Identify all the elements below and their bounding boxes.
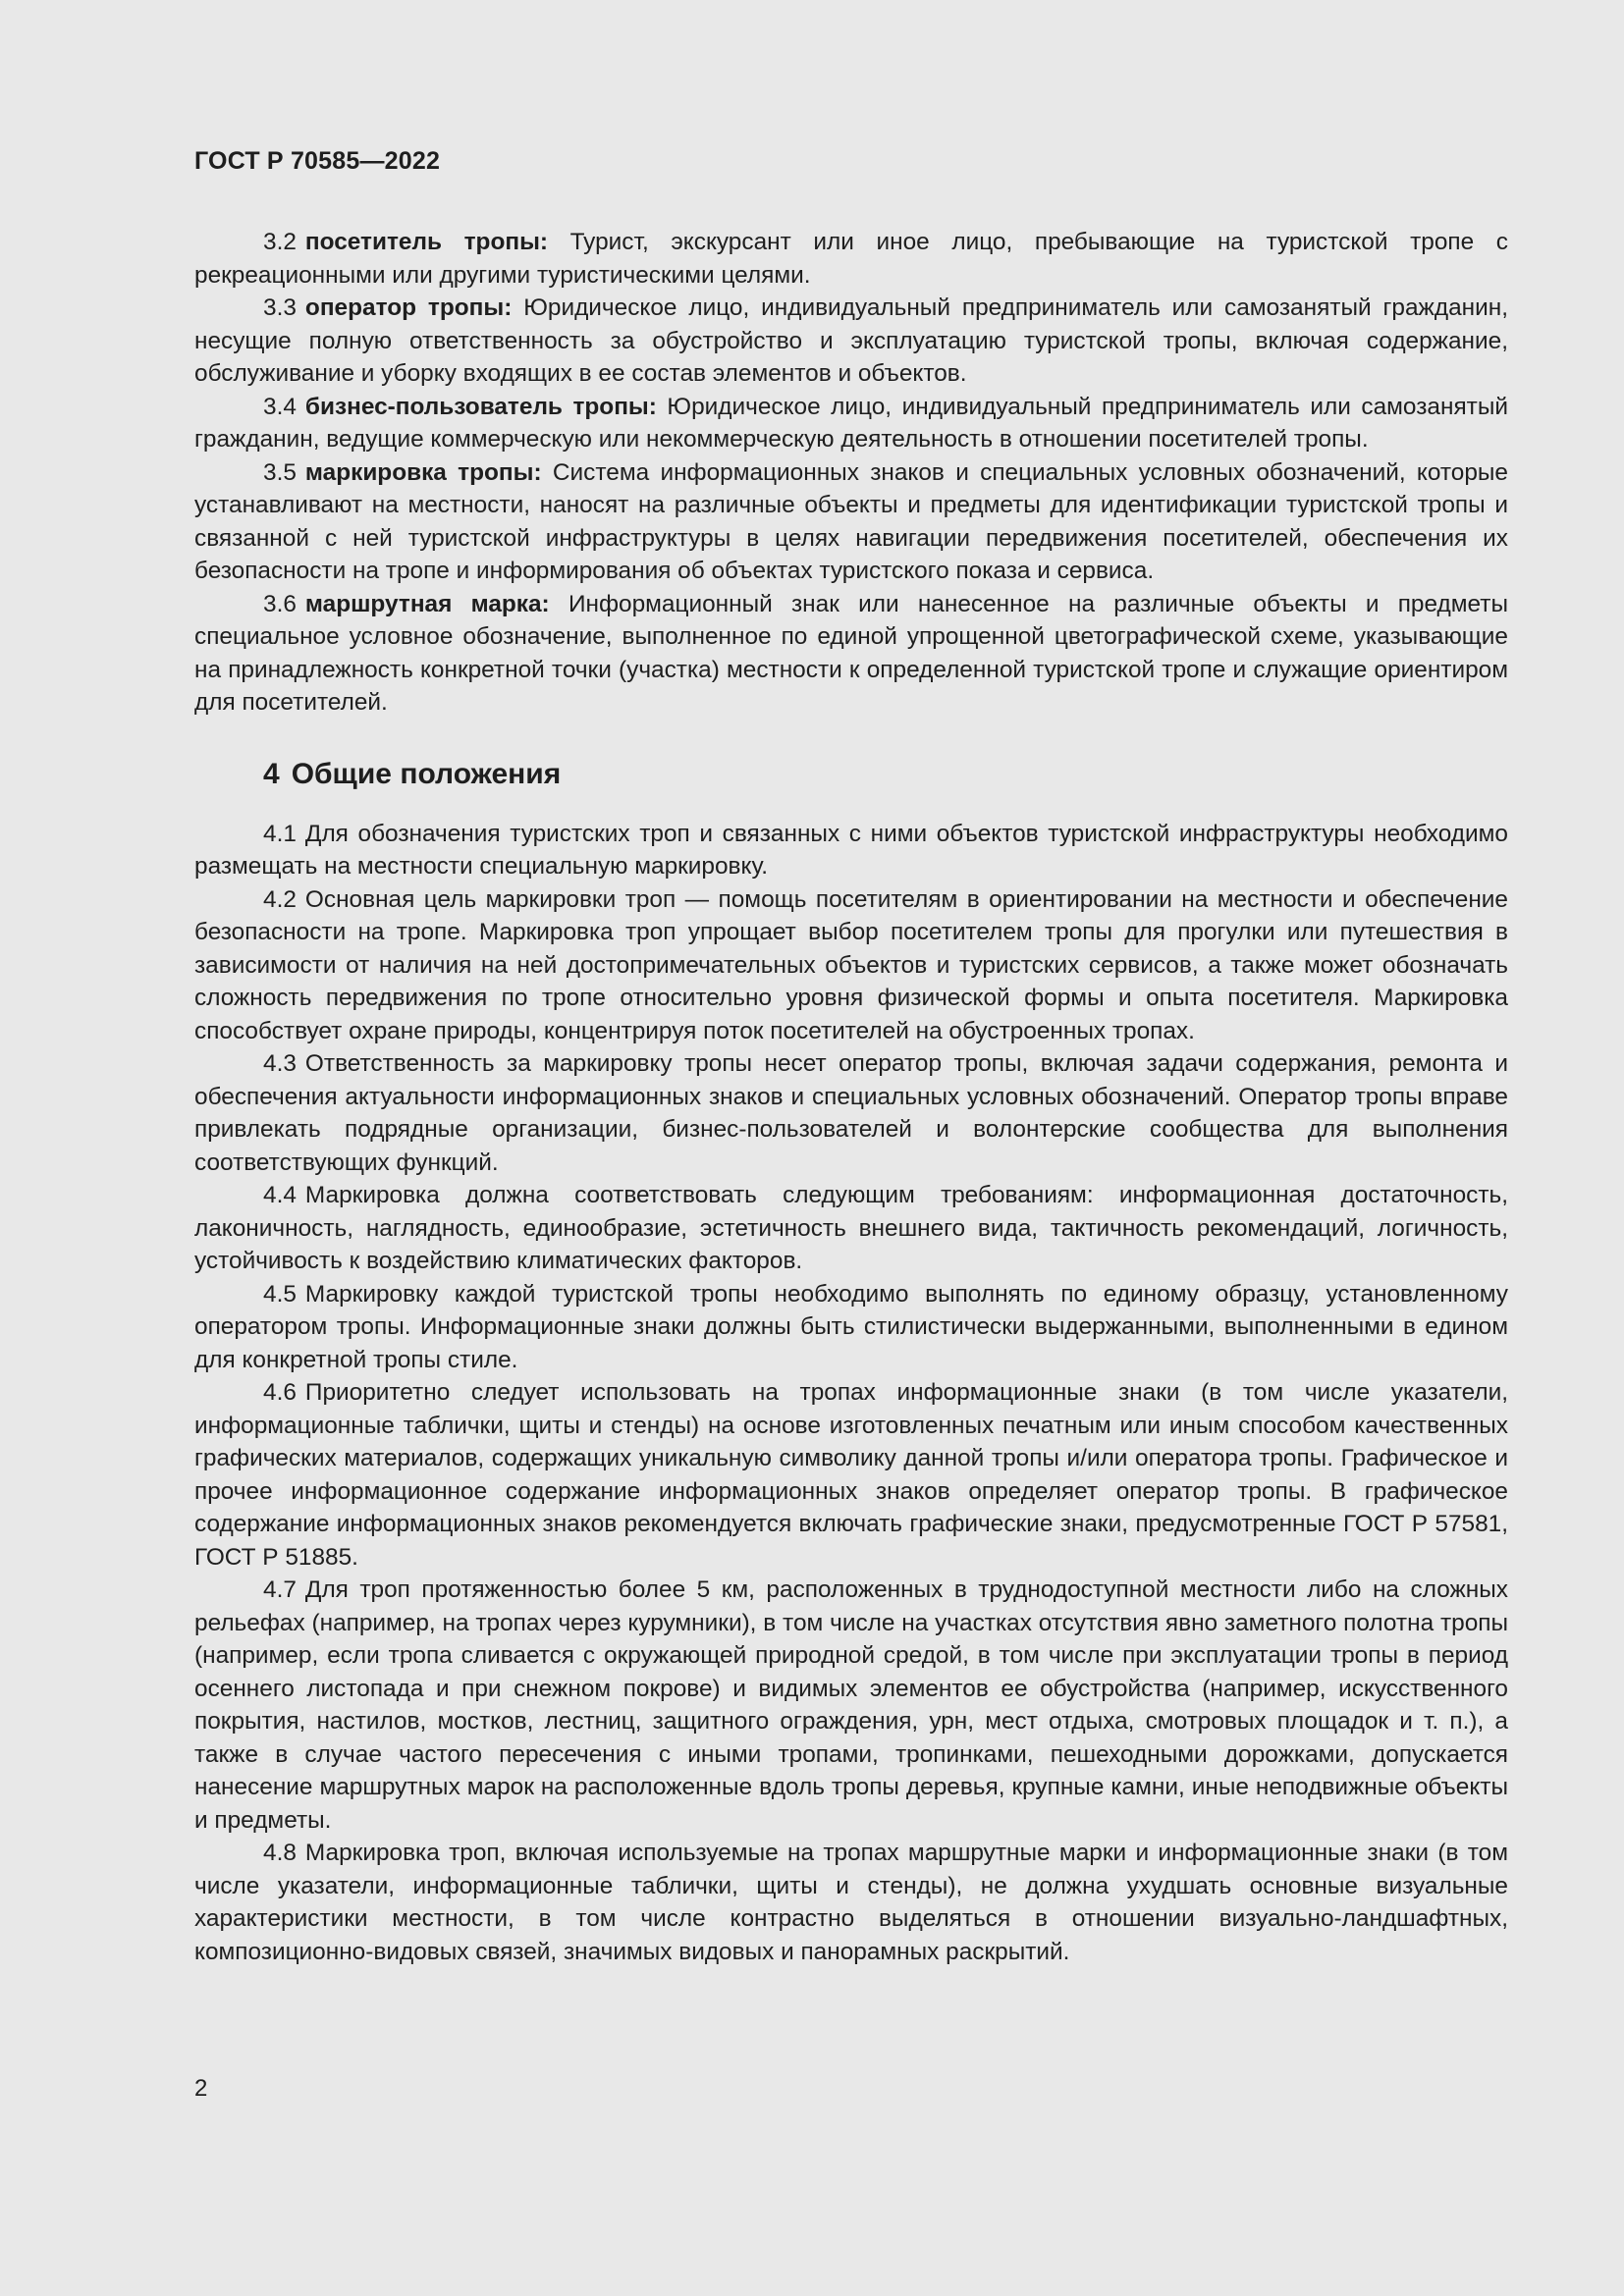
clause-text: Ответственность за маркировку тропы несет оператор тропы, включая задачи содержания, ремонта и обеспечения актуальности информационных знаков и специальных условных обозначений. Оператор тропы вправе привлекать подрядные организации, бизнес-пользователей и волонтерские сообщества для выполнения соответствующих функций. [194, 1050, 1508, 1176]
clause-text: Основная цель маркировки троп — помощь посетителям в ориентировании на местности и обеспечение безопасности на тропе. Маркировка троп упрощает выбор посетителем тропы для прогулки или путешествия в зависимости от наличия на ней достопримечательных объектов и туристских сервисов, а также может обозначать сложность передвижения по тропе относительно уровня физической формы и опыта посетителя. Маркировка способствует охране природы, концентрируя поток посетителей на обустроенных тропах. [194, 885, 1508, 1044]
definition-text: Турист, экскурсант или иное лицо, пребывающие на туристской тропе с рекреационными или другими туристическими целями. [194, 229, 1508, 289]
definition-3-6 [194, 588, 1508, 720]
definition-text: Юридическое лицо, индивидуальный предприниматель или самозанятый гражданин, несущие полную ответственность за обустройство и эксплуатацию туристской тропы, включая содержание, обслуживание и уборку входящих в ее состав элементов и объектов. [194, 294, 1508, 387]
page-number: 2 [194, 2075, 208, 2102]
clause-number: 4.1 [263, 820, 297, 847]
definition-3-2 [194, 226, 1508, 292]
clause-text: Для троп протяженностью более 5 км, расположенных в труднодоступной местности либо на сложных рельефах (например, на тропах через курумники), в том числе на участках отсутствия явно заметного полотна тропы (например, если тропа сливается с окружающей природной средой, в том числе при эксплуатации тропы в период осеннего листопада и при снежном покрове) и видимых элементов ее обустройства (например, искусственного покрытия, настилов, мостков, лестниц, защитного ограждения, урн, мест отдыха, смотровых площадок и т. п.), а также в случае частого пересечения с иными тропами, тропинками, пешеходными дорожками, допускается нанесение маршрутных марок на расположенные вдоль тропы деревья, крупные камни, иные неподвижные объекты и предметы. [194, 1576, 1508, 1834]
document-code-header: ГОСТ Р 70585—2022 [194, 147, 441, 175]
definition-3-4 [194, 391, 1508, 456]
section-title-text: Общие положения [291, 757, 562, 790]
definition-3-5 [194, 456, 1508, 588]
clause-text: Приоритетно следует использовать на тропах информационные знаки (в том числе указатели, информационные таблички, щиты и стенды) на основе изготовленных печатным или иным способом качественных графических материалов, содержащих уникальную символику данной тропы и/или оператора тропы. Графическое и прочее информационное содержание информационных знаков определяет оператор тропы. В графическое содержание информационных знаков рекомендуется включать графические знаки, предусмотренные ГОСТ Р 57581, ГОСТ Р 51885. [194, 1379, 1508, 1571]
clause-number: 4.8 [263, 1840, 297, 1866]
clause-4-7 [194, 1574, 1508, 1837]
definition-text: Юридическое лицо, индивидуальный предприниматель или самозанятый гражданин, ведущие коммерческую или некоммерческую деятельность в отношении посетителей тропы. [194, 393, 1508, 453]
clause-number: 4.2 [263, 885, 297, 913]
term: бизнес-пользователь тропы: [304, 393, 657, 420]
clause-number: 3.4 [263, 393, 297, 420]
term: посетитель тропы: [304, 229, 549, 255]
clause-4-4 [194, 1179, 1508, 1278]
clause-number: 3.5 [263, 458, 297, 486]
clause-4-5 [194, 1278, 1508, 1377]
clause-number: 4.3 [263, 1050, 297, 1077]
clause-number: 3.3 [263, 294, 297, 321]
clause-text: Маркировка должна соответствовать следующим требованиям: информационная достаточность, лаконичность, наглядность, единообразие, эстетичность внешнего вида, тактичность рекомендаций, логичность, устойчивость к воздействию климатических факторов. [194, 1182, 1508, 1274]
term: маршрутная марка: [304, 590, 550, 617]
clause-number: 3.2 [263, 229, 297, 255]
document-body [194, 226, 1508, 1968]
section-heading [263, 755, 1508, 794]
definition-text: Система информационных знаков и специальных условных обозначений, которые устанавливают на местности, наносят на различные объекты и предметы для идентификации туристской тропы и связанной с ней туристской инфраструктуры в целях навигации передвижения посетителей, обеспечения их безопасности на тропе и информирования об объектах туристского показа и сервиса. [194, 458, 1509, 584]
definition-3-3 [194, 292, 1508, 391]
clause-4-3 [194, 1047, 1508, 1179]
clause-text: Для обозначения туристских троп и связанных с ними объектов туристской инфраструктуры необходимо размещать на местности специальную маркировку. [194, 820, 1508, 880]
clause-text: Маркировку каждой туристской тропы необходимо выполнять по единому образцу, установленному оператором тропы. Информационные знаки должны быть стилистически выдержанными, выполненными в едином для конкретной тропы стиле. [194, 1280, 1508, 1373]
clause-number: 3.6 [263, 590, 297, 617]
clause-number: 4.7 [263, 1576, 297, 1603]
clause-number: 4.4 [263, 1182, 297, 1208]
clause-4-6 [194, 1376, 1508, 1574]
term: оператор тропы: [304, 294, 513, 321]
clause-4-8 [194, 1837, 1508, 1968]
clause-number: 4.5 [263, 1280, 297, 1308]
definition-text: Информационный знак или нанесенное на различные объекты и предметы специальное условное обозначение, выполненное по единой упрощенной цветографической схеме, указывающие на принадлежность конкретной точки (участка) местности к определенной туристской тропе и служащие ориентиром для посетителей. [194, 590, 1508, 716]
clause-4-2 [194, 883, 1508, 1048]
term: маркировка тропы: [304, 458, 542, 486]
clause-text: Маркировка троп, включая используемые на тропах маршрутные марки и информационные знаки (в том числе указатели, информационные таблички, щиты и стенды), не должна ухудшать основные визуальные характеристики местности, в том числе контрастно выделяться в отношении визуально-ландшафтных, композиционно-видовых связей, значимых видовых и панорамных раскрытий. [194, 1840, 1508, 1965]
clause-4-1 [194, 818, 1508, 883]
clause-number: 4.6 [263, 1379, 297, 1406]
section-number: 4 [263, 757, 280, 790]
